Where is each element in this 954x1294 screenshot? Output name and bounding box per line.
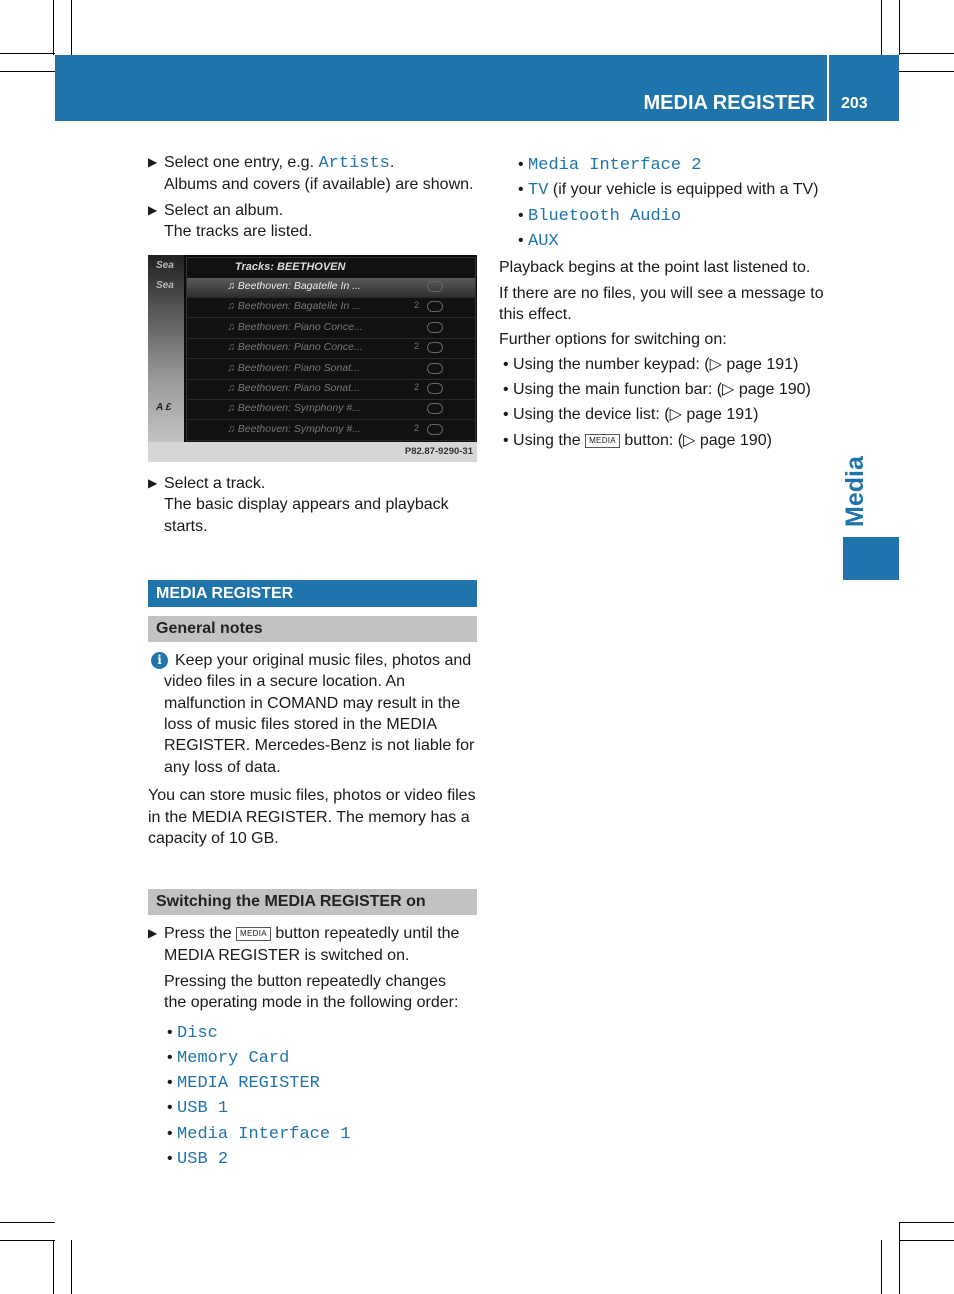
track-disc-number: 2 xyxy=(414,422,420,433)
screen-caption-bar xyxy=(148,442,477,462)
track-title: ♫ Beethoven: Piano Sonat... xyxy=(227,382,360,394)
step-select-track-result: starts. xyxy=(164,518,208,535)
crop-mark xyxy=(0,71,55,72)
body-text: capacity of 10 GB. xyxy=(148,830,279,847)
subsection-general-notes: General notes xyxy=(148,616,477,642)
mode-item: • USB 1 xyxy=(167,1099,229,1118)
mode-item: • Media Interface 2 xyxy=(518,156,702,175)
page-header xyxy=(55,55,899,121)
mode-item: • Memory Card xyxy=(167,1049,290,1068)
info-text: Keep your original music files, photos and xyxy=(175,652,472,669)
track-row xyxy=(187,380,475,400)
header-divider xyxy=(827,55,829,121)
track-title: ♫ Beethoven: Piano Conce... xyxy=(227,320,363,333)
screen-left-label: A £ xyxy=(156,402,172,413)
step-select-entry-result: Albums and covers (if available) are shown. xyxy=(164,176,474,193)
disc-icon xyxy=(427,383,443,394)
crop-mark xyxy=(881,0,882,55)
page-ref-arrow-icon: ▷ xyxy=(669,406,682,423)
track-title: ♫ Beethoven: Symphony #... xyxy=(227,402,361,415)
info-icon: i xyxy=(151,652,168,669)
info-text: REGISTER. Mercedes-Benz is not liable for xyxy=(164,737,475,754)
option-item: • Using the MEDIA button: (▷ page 190) xyxy=(503,432,772,449)
track-row xyxy=(187,421,475,441)
track-list-heading: Tracks: BEETHOVEN xyxy=(235,261,346,273)
media-key-icon: MEDIA xyxy=(585,434,620,448)
track-disc-number: 2 xyxy=(414,300,420,311)
disc-icon xyxy=(427,301,443,312)
crop-mark xyxy=(0,1240,55,1241)
step-arrow-icon: ▶ xyxy=(148,203,158,217)
track-title: ♫ Beethoven: Piano Conce... xyxy=(227,341,363,354)
crop-mark xyxy=(899,1240,954,1241)
mode-item: • Bluetooth Audio xyxy=(518,207,682,226)
comand-screen-image xyxy=(148,255,477,462)
step-select-album: Select an album. xyxy=(164,202,284,219)
info-text: malfunction in COMAND may result in the xyxy=(164,695,461,712)
body-text: Playback begins at the point last listened to. xyxy=(499,259,811,276)
option-item: • Using the number keypad: (▷ page 191) xyxy=(503,356,799,373)
track-disc-number: 2 xyxy=(414,382,420,392)
crop-mark xyxy=(0,1222,55,1223)
mode-item: • Media Interface 1 xyxy=(167,1125,351,1144)
disc-icon xyxy=(427,424,443,435)
disc-icon xyxy=(427,342,443,353)
step-note: the operating mode in the following order: xyxy=(164,994,459,1011)
screen-left-panel xyxy=(148,255,184,462)
step-select-album-result: The tracks are listed. xyxy=(164,223,313,240)
body-text: in the MEDIA REGISTER. The memory has a xyxy=(148,809,470,826)
info-text: video files in a secure location. An xyxy=(164,673,406,690)
crop-mark xyxy=(71,0,72,55)
step-arrow-icon: ▶ xyxy=(148,926,158,940)
image-code: P82.87-9290-31 xyxy=(404,446,473,457)
mode-item: • TV (if your vehicle is equipped with a TV) xyxy=(518,181,819,200)
term-artists: Artists xyxy=(318,154,390,173)
track-list xyxy=(186,257,476,443)
crop-mark xyxy=(899,71,954,72)
page-ref-arrow-icon: ▷ xyxy=(683,432,696,449)
step-press-media-line2: MEDIA REGISTER is switched on. xyxy=(164,947,410,964)
crop-mark xyxy=(53,0,54,55)
info-text: loss of music files stored in the MEDIA xyxy=(164,716,437,733)
track-disc-number: 2 xyxy=(414,341,420,352)
side-tab-label: Media xyxy=(841,456,869,527)
option-item: • Using the main function bar: (▷ page 190) xyxy=(503,381,811,398)
track-title: ♫ Beethoven: Symphony #... xyxy=(227,422,361,435)
track-title: ♫ Beethoven: Piano Sonat... xyxy=(227,361,360,374)
body-text: If there are no files, you will see a message to xyxy=(499,285,824,302)
disc-icon xyxy=(427,281,443,292)
crop-mark xyxy=(881,1240,882,1294)
crop-mark xyxy=(0,53,55,54)
section-title: MEDIA REGISTER xyxy=(148,580,477,607)
track-row xyxy=(187,298,475,318)
info-text: any loss of data. xyxy=(164,759,281,776)
mode-item: • MEDIA REGISTER xyxy=(167,1074,320,1093)
step-select-entry: Select one entry, e.g. Artists. xyxy=(164,154,395,173)
header-title: MEDIA REGISTER xyxy=(643,92,815,114)
disc-icon xyxy=(427,322,443,333)
page-number: 203 xyxy=(841,95,868,112)
crop-mark xyxy=(899,1222,954,1223)
track-title: ♫ Beethoven: Bagatelle In ... xyxy=(227,300,361,313)
crop-mark xyxy=(899,0,900,55)
body-text: You can store music files, photos or video files xyxy=(148,787,476,804)
body-text: this effect. xyxy=(499,306,572,323)
step-note: Pressing the button repeatedly changes xyxy=(164,973,446,990)
track-title: ♫ Beethoven: Bagatelle In ... xyxy=(227,280,361,292)
disc-icon xyxy=(427,363,443,374)
track-row xyxy=(187,400,475,420)
crop-mark xyxy=(53,1240,54,1294)
crop-mark xyxy=(71,1240,72,1294)
step-select-track: Select a track. xyxy=(164,475,266,492)
crop-mark xyxy=(899,53,954,54)
screen-left-label: Sea xyxy=(156,280,174,291)
step-arrow-icon: ▶ xyxy=(148,155,158,169)
track-row xyxy=(187,339,475,359)
mode-item: • AUX xyxy=(518,232,559,251)
body-text: Further options for switching on: xyxy=(499,331,727,348)
media-key-icon: MEDIA xyxy=(236,927,271,941)
track-row xyxy=(187,319,475,339)
mode-item: • USB 2 xyxy=(167,1150,229,1169)
step-select-track-result: The basic display appears and playback xyxy=(164,496,449,513)
step-arrow-icon: ▶ xyxy=(148,476,158,490)
mode-item: • Disc xyxy=(167,1024,218,1043)
disc-icon xyxy=(427,403,443,414)
track-row xyxy=(187,278,475,298)
option-item: • Using the device list: (▷ page 191) xyxy=(503,406,759,423)
step-press-media: Press the MEDIA button repeatedly until the xyxy=(164,925,460,942)
screen-left-label: Sea xyxy=(156,260,174,271)
side-tab-marker xyxy=(843,537,899,580)
page-ref-arrow-icon: ▷ xyxy=(709,356,722,373)
crop-mark xyxy=(899,1222,900,1294)
page-ref-arrow-icon: ▷ xyxy=(722,381,735,398)
track-row xyxy=(187,360,475,380)
subsection-switching-on: Switching the MEDIA REGISTER on xyxy=(148,889,477,915)
